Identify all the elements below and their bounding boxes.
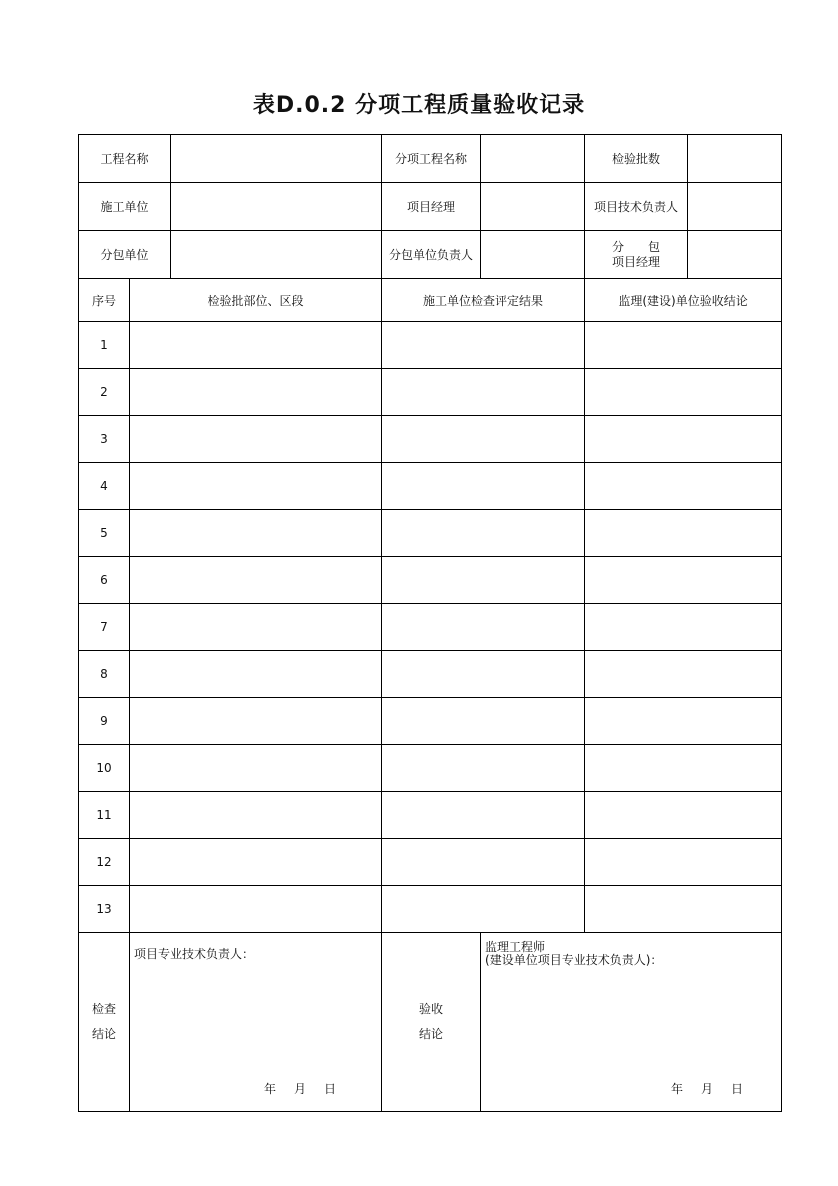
subcontract-pm-label-line2: 项目经理 <box>612 254 661 269</box>
row-contractor-result-cell[interactable] <box>382 604 585 651</box>
row-seq: 1 <box>79 322 130 369</box>
column-header-row <box>79 279 782 322</box>
row-supervisor-conclusion-cell[interactable] <box>585 322 782 369</box>
check-date-month: 月 <box>294 1082 307 1096</box>
check-conclusion-label <box>79 933 130 1112</box>
check-conclusion-label-line2: 结论 <box>91 1027 116 1041</box>
table-row <box>79 416 782 463</box>
check-conclusion-area[interactable] <box>130 933 382 1112</box>
conclusion-row <box>79 933 782 1112</box>
project-tech-lead-value[interactable] <box>688 183 782 231</box>
row-seq: 13 <box>79 886 130 933</box>
row-seq: 12 <box>79 839 130 886</box>
row-seq: 3 <box>79 416 130 463</box>
header-row-construction <box>79 183 782 231</box>
row-contractor-result-cell[interactable] <box>382 698 585 745</box>
page-title: 表D.0.2 分项工程质量验收记录 <box>252 93 586 118</box>
header-row-project <box>79 135 782 183</box>
project-manager-value[interactable] <box>481 183 585 231</box>
sub-project-name-label: 分项工程名称 <box>382 135 481 183</box>
row-contractor-result-cell[interactable] <box>382 651 585 698</box>
row-contractor-result-cell[interactable] <box>382 322 585 369</box>
row-location-cell[interactable] <box>130 463 382 510</box>
table-row <box>79 745 782 792</box>
acceptance-conclusion-area[interactable] <box>481 933 782 1112</box>
acceptance-conclusion-label <box>382 933 481 1112</box>
row-supervisor-conclusion-cell[interactable] <box>585 510 782 557</box>
table-row <box>79 792 782 839</box>
check-date-day: 日 <box>324 1082 337 1096</box>
subcontract-pm-label <box>585 231 688 279</box>
row-contractor-result-cell[interactable] <box>382 745 585 792</box>
row-supervisor-conclusion-cell[interactable] <box>585 557 782 604</box>
row-supervisor-conclusion-cell[interactable] <box>585 463 782 510</box>
acceptance-signer-line2: (建设单位项目专业技术负责人)： <box>485 953 663 967</box>
row-supervisor-conclusion-cell[interactable] <box>585 792 782 839</box>
row-contractor-result-cell[interactable] <box>382 510 585 557</box>
table-row <box>79 839 782 886</box>
row-seq: 9 <box>79 698 130 745</box>
table-row <box>79 651 782 698</box>
row-supervisor-conclusion-cell[interactable] <box>585 886 782 933</box>
row-location-cell[interactable] <box>130 651 382 698</box>
row-contractor-result-cell[interactable] <box>382 792 585 839</box>
col-seq-header: 序号 <box>79 279 130 322</box>
row-location-cell[interactable] <box>130 510 382 557</box>
row-contractor-result-cell[interactable] <box>382 369 585 416</box>
table-row <box>79 604 782 651</box>
col-supervisor-conclusion-header: 监理(建设)单位验收结论 <box>585 279 782 322</box>
row-location-cell[interactable] <box>130 604 382 651</box>
acceptance-date-day: 日 <box>731 1082 744 1096</box>
acceptance-record-table <box>78 134 782 1112</box>
subcontract-pm-label-line1: 分 包 <box>612 239 661 254</box>
row-location-cell[interactable] <box>130 839 382 886</box>
row-seq: 10 <box>79 745 130 792</box>
table-row <box>79 322 782 369</box>
project-tech-lead-label: 项目技术负责人 <box>585 183 688 231</box>
row-seq: 2 <box>79 369 130 416</box>
table-row <box>79 510 782 557</box>
col-location-header: 检验批部位、区段 <box>130 279 382 322</box>
row-location-cell[interactable] <box>130 416 382 463</box>
acceptance-conclusion-label-line1: 验收 <box>419 1002 444 1016</box>
subcontractor-label: 分包单位 <box>79 231 171 279</box>
acceptance-date-month: 月 <box>700 1082 713 1096</box>
subcontractor-value[interactable] <box>171 231 382 279</box>
row-location-cell[interactable] <box>130 322 382 369</box>
check-conclusion-label-line1: 检查 <box>91 1002 116 1016</box>
col-contractor-result-header: 施工单位检查评定结果 <box>382 279 585 322</box>
row-seq: 4 <box>79 463 130 510</box>
row-seq: 5 <box>79 510 130 557</box>
row-location-cell[interactable] <box>130 745 382 792</box>
table-row <box>79 886 782 933</box>
table-row <box>79 557 782 604</box>
acceptance-date <box>671 1080 743 1097</box>
acceptance-conclusion-label-line2: 结论 <box>419 1027 444 1041</box>
row-seq: 7 <box>79 604 130 651</box>
check-date-year: 年 <box>264 1082 277 1096</box>
project-name-value[interactable] <box>171 135 382 183</box>
row-location-cell[interactable] <box>130 698 382 745</box>
subcontract-pm-value[interactable] <box>688 231 782 279</box>
row-contractor-result-cell[interactable] <box>382 557 585 604</box>
row-supervisor-conclusion-cell[interactable] <box>585 745 782 792</box>
row-seq: 8 <box>79 651 130 698</box>
acceptance-signer-label <box>485 941 662 967</box>
row-supervisor-conclusion-cell[interactable] <box>585 416 782 463</box>
row-supervisor-conclusion-cell[interactable] <box>585 839 782 886</box>
acceptance-date-year: 年 <box>670 1082 683 1096</box>
sub-project-name-value[interactable] <box>481 135 585 183</box>
construction-unit-value[interactable] <box>171 183 382 231</box>
table-row <box>79 369 782 416</box>
row-contractor-result-cell[interactable] <box>382 839 585 886</box>
project-manager-label: 项目经理 <box>382 183 481 231</box>
construction-unit-label: 施工单位 <box>79 183 171 231</box>
row-contractor-result-cell[interactable] <box>382 416 585 463</box>
row-supervisor-conclusion-cell[interactable] <box>585 604 782 651</box>
project-name-label: 工程名称 <box>79 135 171 183</box>
row-location-cell[interactable] <box>130 557 382 604</box>
check-date <box>264 1080 354 1097</box>
subcontractor-lead-value[interactable] <box>481 231 585 279</box>
row-supervisor-conclusion-cell[interactable] <box>585 369 782 416</box>
row-supervisor-conclusion-cell[interactable] <box>585 698 782 745</box>
table-row <box>79 698 782 745</box>
row-supervisor-conclusion-cell[interactable] <box>585 651 782 698</box>
table-row <box>79 463 782 510</box>
row-seq: 11 <box>79 792 130 839</box>
inspection-batch-count-label: 检验批数 <box>585 135 688 183</box>
check-signer-label: 项目专业技术负责人： <box>134 947 255 961</box>
acceptance-signer-line1: 监理工程师 <box>485 940 546 954</box>
row-seq: 6 <box>79 557 130 604</box>
row-location-cell[interactable] <box>130 369 382 416</box>
row-contractor-result-cell[interactable] <box>382 463 585 510</box>
row-contractor-result-cell[interactable] <box>382 886 585 933</box>
row-location-cell[interactable] <box>130 792 382 839</box>
header-row-subcontract <box>79 231 782 279</box>
subcontractor-lead-label: 分包单位负责人 <box>382 231 481 279</box>
row-location-cell[interactable] <box>130 886 382 933</box>
inspection-batch-count-value[interactable] <box>688 135 782 183</box>
